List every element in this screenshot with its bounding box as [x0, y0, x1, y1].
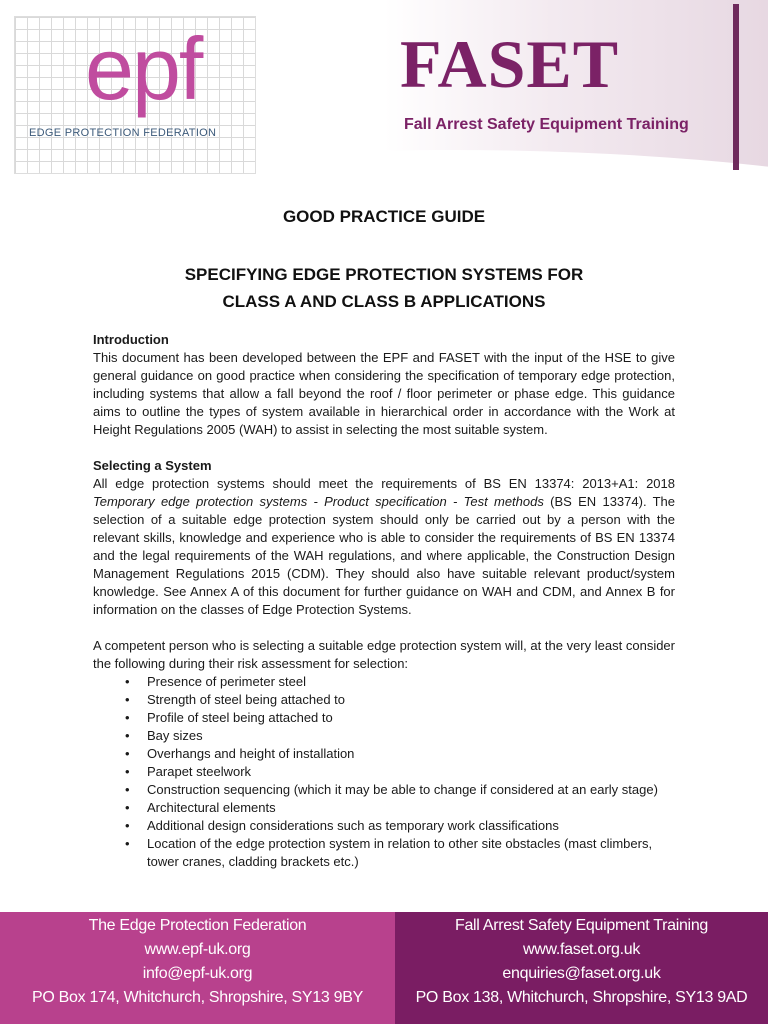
bullet-icon: • — [125, 782, 130, 797]
bullet-icon: • — [125, 692, 130, 707]
footer-faset-address: PO Box 138, Whitchurch, Shropshire, SY13 9AD — [415, 989, 748, 1006]
list-item: • Additional design considerations such as temporary work classifications — [125, 818, 559, 833]
list-item: • Profile of steel being attached to — [125, 710, 333, 725]
list-item: • Overhangs and height of installation — [125, 746, 355, 761]
introduction-paragraph: This document has been developed between the EPF and FASET with the input of the HSE to give general guidance on good practice when considering the specification of temporary edge protection, including systems that allow a fall beyond the roof / floor perimeter or phase edge. This guidance aims to outline the types of system available in hierarchical order in accordance with the Work at Height Regulations 2005 (WAH) to assist in selecting the most suitable system. — [93, 350, 675, 437]
faset-logo-title: FASET — [400, 26, 620, 102]
bullet-icon: • — [125, 710, 130, 725]
list-item: • Presence of perimeter steel — [125, 674, 306, 689]
footer-faset-website-link[interactable]: www.faset.org.uk — [522, 941, 641, 958]
footer-faset-contact — [395, 912, 768, 1024]
footer-epf-contact — [0, 912, 395, 1024]
page-footer — [0, 912, 768, 1024]
list-item: • Bay sizes — [125, 728, 203, 743]
document-title — [0, 261, 768, 315]
epf-logo — [14, 16, 256, 174]
bullet-icon: • — [125, 818, 130, 833]
bullet-icon: • — [125, 836, 130, 851]
selecting-heading: Selecting a System — [93, 458, 212, 473]
selecting-text-a: All edge protection systems should meet the requirements of BS EN 13374: 2013+A1: 2018 — [93, 476, 675, 491]
selecting-text-b: (BS EN 13374). The selection of a suitable edge protection system should only be carried out by a person with the relevant skills, knowledge and experience who is able to consider the requirements of BS EN 13374 and the legal requirements of the WAH regulations, and where applicable, the Construction Design Management Regulations 2015 (CDM). They should also have suitable relevant product/system knowledge. See Annex A of this document for further guidance on WAH and CDM, and Annex B for information on the classes of Edge Protection Systems. — [93, 494, 676, 617]
list-item: • Parapet steelwork — [125, 764, 252, 779]
introduction-heading: Introduction — [93, 332, 169, 347]
footer-faset-email-link[interactable]: enquiries@faset.org.uk — [502, 965, 661, 982]
bullet-icon: • — [125, 800, 130, 815]
bullet-icon: • — [125, 746, 130, 761]
list-item: • Construction sequencing (which it may be able to change if considered at an early stage) — [125, 782, 658, 797]
document-title-line-1: SPECIFYING EDGE PROTECTION SYSTEMS FOR — [184, 265, 584, 284]
footer-epf-email-link[interactable]: info@epf-uk.org — [142, 965, 253, 982]
consideration-list — [93, 673, 675, 871]
document-title-line-2: CLASS A AND CLASS B APPLICATIONS — [222, 292, 546, 311]
guide-title: GOOD PRACTICE GUIDE — [282, 207, 486, 226]
selecting-paragraph — [93, 475, 675, 619]
page-header — [0, 0, 768, 215]
bullet-icon: • — [125, 764, 130, 779]
faset-vertical-bar — [733, 4, 739, 170]
epf-logo-mark: epf — [85, 19, 202, 118]
standard-title: Temporary edge protection systems - Product specification - Test methods — [93, 494, 544, 509]
list-item: • Location of the edge protection system in relation to other site obstacles (mast climbers, tower cranes, cladding brackets etc.) — [125, 836, 653, 869]
faset-logo-subtitle: Fall Arrest Safety Equipment Training — [404, 116, 689, 133]
list-item: • Strength of steel being attached to — [125, 692, 346, 707]
list-intro: A competent person who is selecting a suitable edge protection system will, at the very least consider the following during their risk assessment for selection: — [93, 638, 675, 671]
footer-epf-address: PO Box 174, Whitchurch, Shropshire, SY13 9BY — [32, 989, 363, 1006]
bullet-icon: • — [125, 674, 130, 689]
bullet-icon: • — [125, 728, 130, 743]
footer-faset-name: Fall Arrest Safety Equipment Training — [454, 917, 709, 934]
list-item: • Architectural elements — [125, 800, 276, 815]
document-body — [93, 331, 675, 871]
footer-epf-name: The Edge Protection Federation — [88, 917, 307, 934]
epf-logo-caption: EDGE PROTECTION FEDERATION — [29, 127, 217, 139]
footer-epf-website-link[interactable]: www.epf-uk.org — [144, 941, 251, 958]
